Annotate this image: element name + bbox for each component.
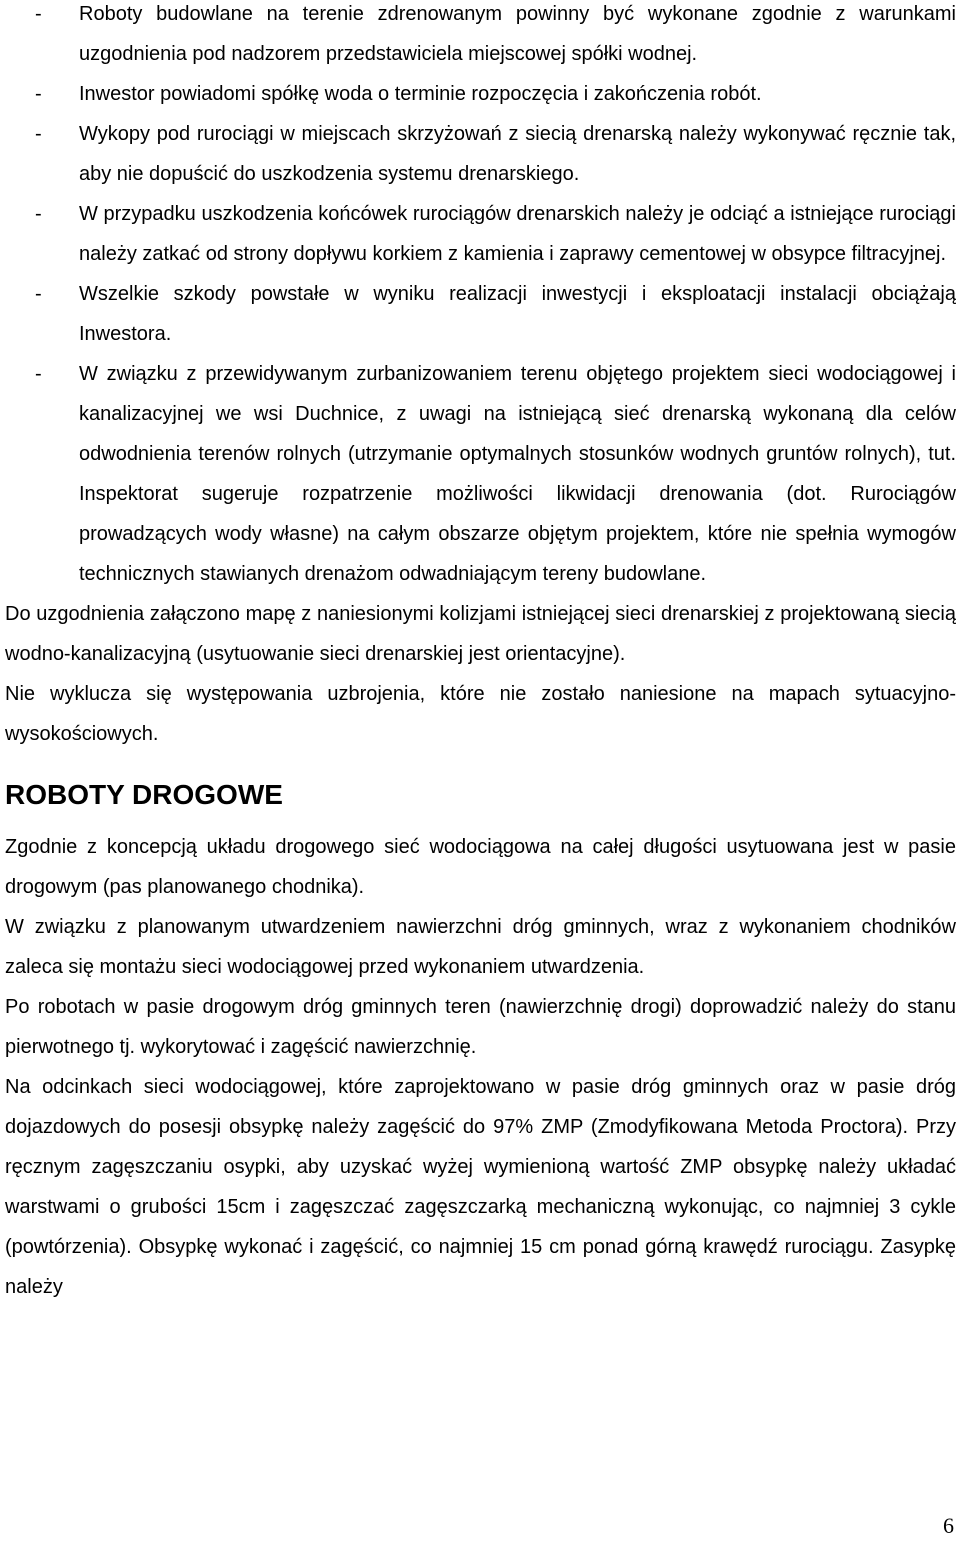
bullet-marker: - — [35, 83, 42, 105]
body-paragraph: W związku z planowanym utwardzeniem nawierzchni dróg gminnych, wraz z wykonaniem chodników zaleca się montażu sieci wodociągowej przed wykonaniem utwardzenia. — [5, 916, 956, 978]
bullet-text: Inwestor powiadomi spółkę woda o terminie rozpoczęcia i zakończenia robót. — [79, 83, 762, 105]
bullet-text: W przypadku uszkodzenia końcówek rurociągów drenarskich należy je odciąć a istniejące rurociągi należy zatkać od strony dopływu korkiem z kamienia i zaprawy cementowej w obsypce filtracyjnej. — [79, 203, 956, 265]
body-paragraph: Po robotach w pasie drogowym dróg gminnych teren (nawierzchnię drogi) doprowadzić należy do stanu pierwotnego tj. wykorytować i zagęścić nawierzchnię. — [5, 996, 956, 1058]
bullet-marker: - — [35, 283, 42, 305]
bullet-marker: - — [35, 363, 42, 385]
bullet-marker: - — [35, 203, 42, 225]
body-paragraph: Nie wyklucza się występowania uzbrojenia, które nie zostało naniesione na mapach sytuacyjno-wysokościowych. — [5, 683, 956, 745]
bullet-marker: - — [35, 123, 42, 145]
bullet-item — [5, 0, 956, 74]
bullet-text: Wszelkie szkody powstałe w wyniku realizacji inwestycji i eksploatacji instalacji obciążają Inwestora. — [79, 283, 956, 345]
section-heading: ROBOTY DROGOWE — [5, 779, 283, 810]
bullet-item — [5, 74, 956, 114]
body-paragraph: Do uzgodnienia załączono mapę z naniesionymi kolizjami istniejącej sieci drenarskiej z projektowaną siecią wodno-kanalizacyjną (usytuowanie sieci drenarskiej jest orientacyjne). — [5, 603, 956, 665]
body-paragraph: Zgodnie z koncepcją układu drogowego sieć wodociągowa na całej długości usytuowana jest w pasie drogowym (pas planowanego chodnika). — [5, 836, 956, 898]
bullet-item — [5, 114, 956, 194]
bullet-text: Roboty budowlane na terenie zdrenowanym powinny być wykonane zgodnie z warunkami uzgodnienia pod nadzorem przedstawiciela miejscowej spółki wodnej. — [79, 3, 956, 65]
bullet-item — [5, 194, 956, 274]
bullet-text: W związku z przewidywanym zurbanizowaniem terenu objętego projektem sieci wodociągowej i kanalizacyjnej we wsi Duchnice, z uwagi na istniejącą sieć drenarską wykonaną dla celów odwodnienia terenów rolnych (utrzymanie optymalnych stosunków wodnych gruntów rolnych), tut. Inspektorat sugeruje rozpatrzenie możliwości likwidacji drenowania (dot. Rurociągów prowadzących wody własne) na całym obszarze objętym projektem, które nie spełnia wymogów technicznych stawianych drenażom odwadniającym tereny budowlane. — [79, 363, 956, 585]
body-paragraph: Na odcinkach sieci wodociągowej, które zaprojektowano w pasie dróg gminnych oraz w pasie dróg dojazdowych do posesji obsypkę należy zagęścić do 97% ZMP (Zmodyfikowana Metoda Proctora). Przy ręcznym zagęszczaniu osypki, aby uzyskać wyżej wymienioną wartość ZMP obsypkę należy układać warstwami o grubości 15cm i zagęszczać zagęszczarką mechaniczną wykonując, co najmniej 3 cykle (powtórzenia). Obsypkę wykonać i zagęścić, co najmniej 15 cm ponad górną krawędź rurociągu. Zasypkę należy — [5, 1076, 956, 1298]
bullet-text: Wykopy pod rurociągi w miejscach skrzyżowań z siecią drenarską należy wykonywać ręcznie tak, aby nie dopuścić do uszkodzenia systemu drenarskiego. — [79, 123, 956, 185]
page-number: 6 — [943, 1513, 954, 1538]
bullet-item — [5, 354, 956, 594]
bullet-list — [5, 0, 956, 594]
page-content — [5, 0, 956, 1307]
bullet-marker: - — [35, 3, 42, 25]
bullet-item — [5, 274, 956, 354]
